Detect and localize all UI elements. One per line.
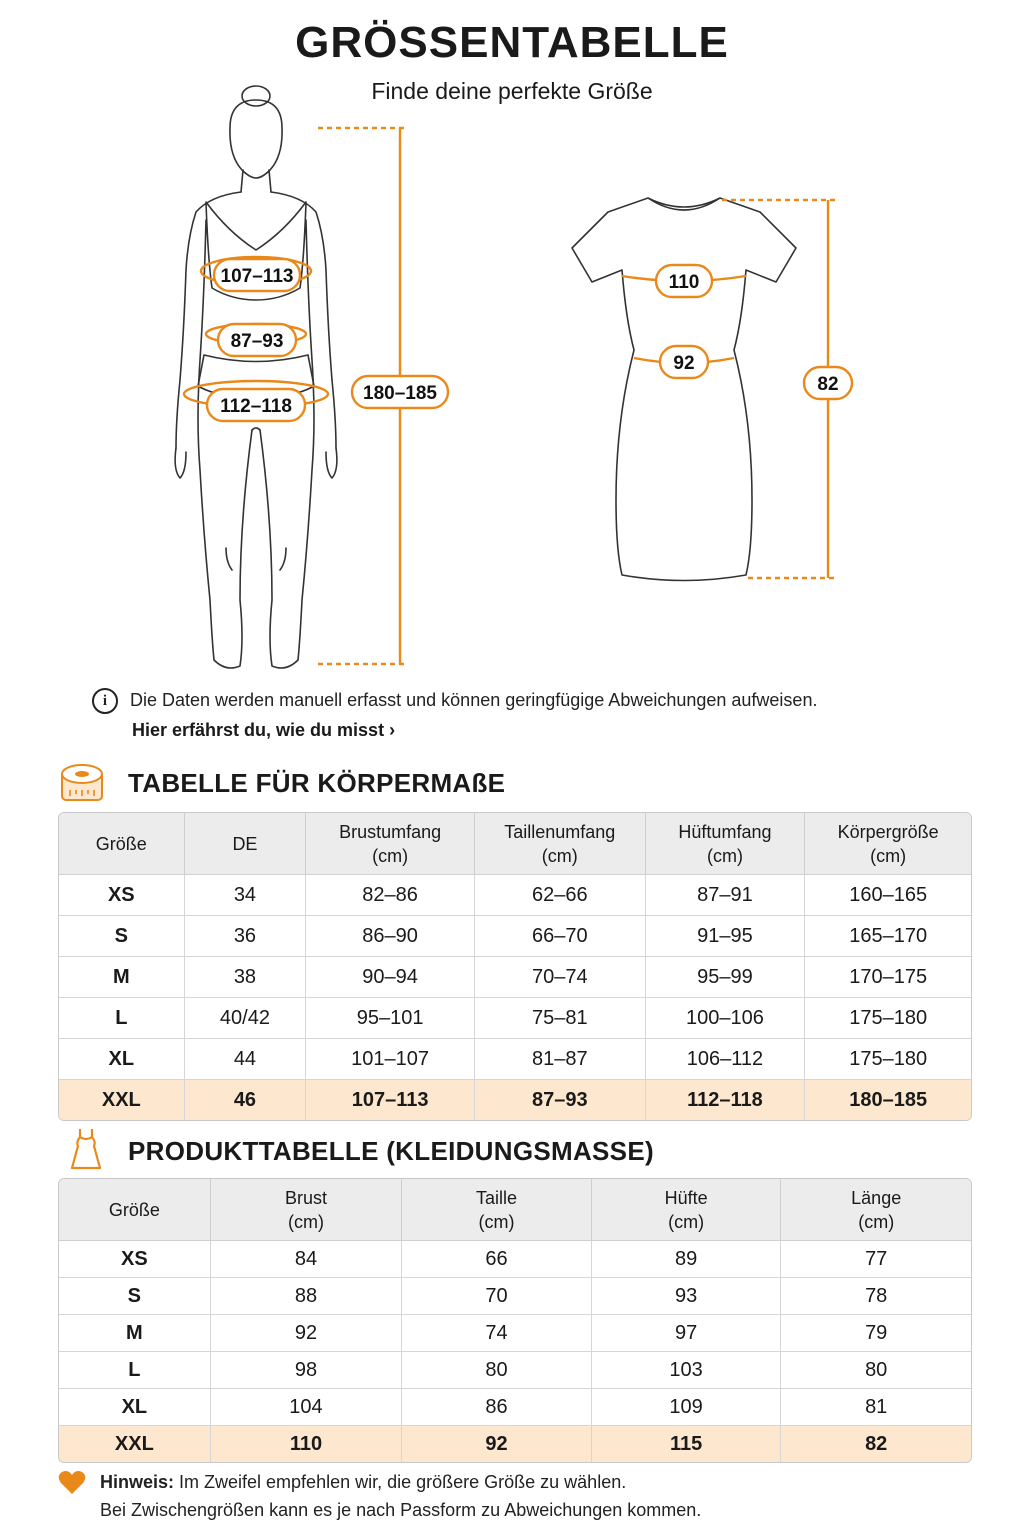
table-cell: 38 xyxy=(185,957,307,998)
table-cell: 44 xyxy=(185,1039,307,1080)
table-row xyxy=(59,957,971,998)
column-header-label: Hüftumfang xyxy=(678,821,772,842)
column-header xyxy=(475,813,646,875)
size-cell: M xyxy=(59,957,185,998)
note-line-2: Bei Zwischengrößen kann es je nach Passform zu Abweichungen kommen. xyxy=(100,1500,702,1520)
size-cell: L xyxy=(59,1352,211,1389)
body-outline xyxy=(175,86,337,668)
table-header-row xyxy=(59,813,971,875)
table-cell: 175–180 xyxy=(805,1039,971,1080)
column-header-label: Körpergröße xyxy=(837,821,939,842)
table-cell: 103 xyxy=(592,1352,782,1389)
table-cell: 95–101 xyxy=(306,998,475,1039)
column-header xyxy=(185,813,307,875)
table-row xyxy=(59,1389,971,1426)
table-cell: 165–170 xyxy=(805,916,971,957)
table-cell: 98 xyxy=(211,1352,403,1389)
column-header-label: Größe xyxy=(95,833,147,854)
dress-waist-label xyxy=(660,346,708,378)
column-header-unit: (cm) xyxy=(858,1211,895,1232)
table-cell: 87–91 xyxy=(646,875,806,916)
table-cell: 101–107 xyxy=(306,1039,475,1080)
column-header-unit: (cm) xyxy=(668,1211,705,1232)
table-row xyxy=(59,1080,971,1120)
table-cell: 77 xyxy=(781,1241,971,1278)
table-cell: 107–113 xyxy=(306,1080,475,1120)
dress-icon xyxy=(68,1126,104,1172)
how-to-measure-link[interactable]: Hier erfährst du, wie du misst › xyxy=(132,720,396,740)
table-cell: 81 xyxy=(781,1389,971,1426)
column-header xyxy=(781,1179,971,1241)
column-header-label: Brust xyxy=(284,1187,327,1208)
size-cell: XS xyxy=(59,875,185,916)
table-cell: 66–70 xyxy=(475,916,646,957)
table-cell: 84 xyxy=(211,1241,403,1278)
column-header-unit: (cm) xyxy=(478,1211,515,1232)
column-header xyxy=(592,1179,782,1241)
svg-text:82: 82 xyxy=(817,374,839,395)
table-cell: 82–86 xyxy=(306,875,475,916)
column-header-unit: (cm) xyxy=(706,845,743,866)
column-header-label: Länge xyxy=(851,1187,902,1208)
measuring-tape-icon xyxy=(60,762,110,802)
note xyxy=(100,1468,701,1524)
table-row xyxy=(59,1315,971,1352)
table-cell: 160–165 xyxy=(805,875,971,916)
svg-text:87–93: 87–93 xyxy=(230,331,284,352)
body-table-heading: TABELLE FÜR KÖRPERMAßE xyxy=(128,768,506,798)
column-header-label: DE xyxy=(232,833,258,854)
table-cell: 88 xyxy=(211,1278,403,1315)
table-row xyxy=(59,1241,971,1278)
table-cell: 115 xyxy=(592,1426,782,1462)
table-row xyxy=(59,916,971,957)
table-cell: 100–106 xyxy=(646,998,806,1039)
table-cell: 92 xyxy=(402,1426,592,1462)
table-cell: 79 xyxy=(781,1315,971,1352)
svg-text:110: 110 xyxy=(668,272,700,293)
column-header xyxy=(59,1179,211,1241)
table-cell: 75–81 xyxy=(475,998,646,1039)
table-cell: 40/42 xyxy=(185,998,307,1039)
table-cell: 90–94 xyxy=(306,957,475,998)
svg-text:112–118: 112–118 xyxy=(220,396,292,417)
dress-chest-label xyxy=(656,265,712,297)
info-notice xyxy=(92,688,972,714)
body-measurements-table xyxy=(58,812,972,1121)
table-cell: 70 xyxy=(402,1278,592,1315)
column-header-unit: (cm) xyxy=(870,845,907,866)
table-cell: 70–74 xyxy=(475,957,646,998)
column-header xyxy=(306,813,475,875)
column-header-label: Brustumfang xyxy=(339,821,442,842)
heart-icon xyxy=(58,1470,86,1496)
size-cell: XL xyxy=(59,1039,185,1080)
table-cell: 89 xyxy=(592,1241,782,1278)
height-label xyxy=(352,376,448,408)
table-cell: 180–185 xyxy=(805,1080,971,1120)
column-header-label: Größe xyxy=(108,1199,160,1220)
table-cell: 97 xyxy=(592,1315,782,1352)
dress-length-label xyxy=(804,367,852,399)
size-cell: XXL xyxy=(59,1080,185,1120)
chest-label xyxy=(214,259,300,291)
column-header xyxy=(59,813,185,875)
table-cell: 74 xyxy=(402,1315,592,1352)
dress-outline xyxy=(572,198,796,581)
table-cell: 78 xyxy=(781,1278,971,1315)
size-cell: XXL xyxy=(59,1426,211,1462)
table-cell: 86–90 xyxy=(306,916,475,957)
page-subtitle: Finde deine perfekte Größe xyxy=(371,78,653,104)
hip-label xyxy=(207,389,305,421)
size-cell: XL xyxy=(59,1389,211,1426)
table-cell: 95–99 xyxy=(646,957,806,998)
table-cell: 82 xyxy=(781,1426,971,1462)
table-cell: 62–66 xyxy=(475,875,646,916)
table-cell: 34 xyxy=(185,875,307,916)
table-cell: 87–93 xyxy=(475,1080,646,1120)
table-cell: 93 xyxy=(592,1278,782,1315)
table-row xyxy=(59,998,971,1039)
waist-label xyxy=(218,324,296,356)
table-cell: 110 xyxy=(211,1426,403,1462)
table-cell: 112–118 xyxy=(646,1080,806,1120)
table-cell: 86 xyxy=(402,1389,592,1426)
column-header xyxy=(805,813,971,875)
table-cell: 66 xyxy=(402,1241,592,1278)
dress-figure xyxy=(560,180,880,590)
size-cell: L xyxy=(59,998,185,1039)
column-header-label: Taillenumfang xyxy=(504,821,616,842)
column-header-label: Hüfte xyxy=(664,1187,708,1208)
table-row xyxy=(59,875,971,916)
table-row xyxy=(59,1352,971,1389)
table-cell: 46 xyxy=(185,1080,307,1120)
column-header-unit: (cm) xyxy=(287,1211,324,1232)
table-cell: 170–175 xyxy=(805,957,971,998)
table-cell: 80 xyxy=(781,1352,971,1389)
product-measurements-table xyxy=(58,1178,972,1463)
note-label: Hinweis: xyxy=(100,1472,175,1492)
size-cell: S xyxy=(59,916,185,957)
table-row xyxy=(59,1039,971,1080)
table-cell: 106–112 xyxy=(646,1039,806,1080)
info-text: Die Daten werden manuell erfasst und können geringfügige Abweichungen aufweisen. xyxy=(130,689,818,710)
body-figure xyxy=(150,80,470,680)
table-cell: 104 xyxy=(211,1389,403,1426)
info-icon: i xyxy=(92,688,118,714)
svg-text:180–185: 180–185 xyxy=(363,383,437,404)
table-cell: 81–87 xyxy=(475,1039,646,1080)
column-header-unit: (cm) xyxy=(372,845,409,866)
table-header-row xyxy=(59,1179,971,1241)
note-line-1: Im Zweifel empfehlen wir, die größere Größe zu wählen. xyxy=(179,1472,627,1492)
page-title: GRÖSSENTABELLE xyxy=(295,18,729,67)
table-cell: 92 xyxy=(211,1315,403,1352)
size-cell: S xyxy=(59,1278,211,1315)
table-cell: 175–180 xyxy=(805,998,971,1039)
table-cell: 36 xyxy=(185,916,307,957)
size-cell: XS xyxy=(59,1241,211,1278)
size-cell: M xyxy=(59,1315,211,1352)
column-header xyxy=(646,813,806,875)
column-header xyxy=(211,1179,403,1241)
table-cell: 109 xyxy=(592,1389,782,1426)
svg-text:107–113: 107–113 xyxy=(220,266,294,287)
table-cell: 80 xyxy=(402,1352,592,1389)
table-row xyxy=(59,1278,971,1315)
table-row xyxy=(59,1426,971,1462)
column-header-unit: (cm) xyxy=(541,845,578,866)
column-header-label: Taille xyxy=(476,1187,518,1208)
product-table-heading: PRODUKTTABELLE (KLEIDUNGSMASSE) xyxy=(128,1136,654,1166)
svg-text:92: 92 xyxy=(673,353,695,374)
column-header xyxy=(402,1179,592,1241)
table-cell: 91–95 xyxy=(646,916,806,957)
